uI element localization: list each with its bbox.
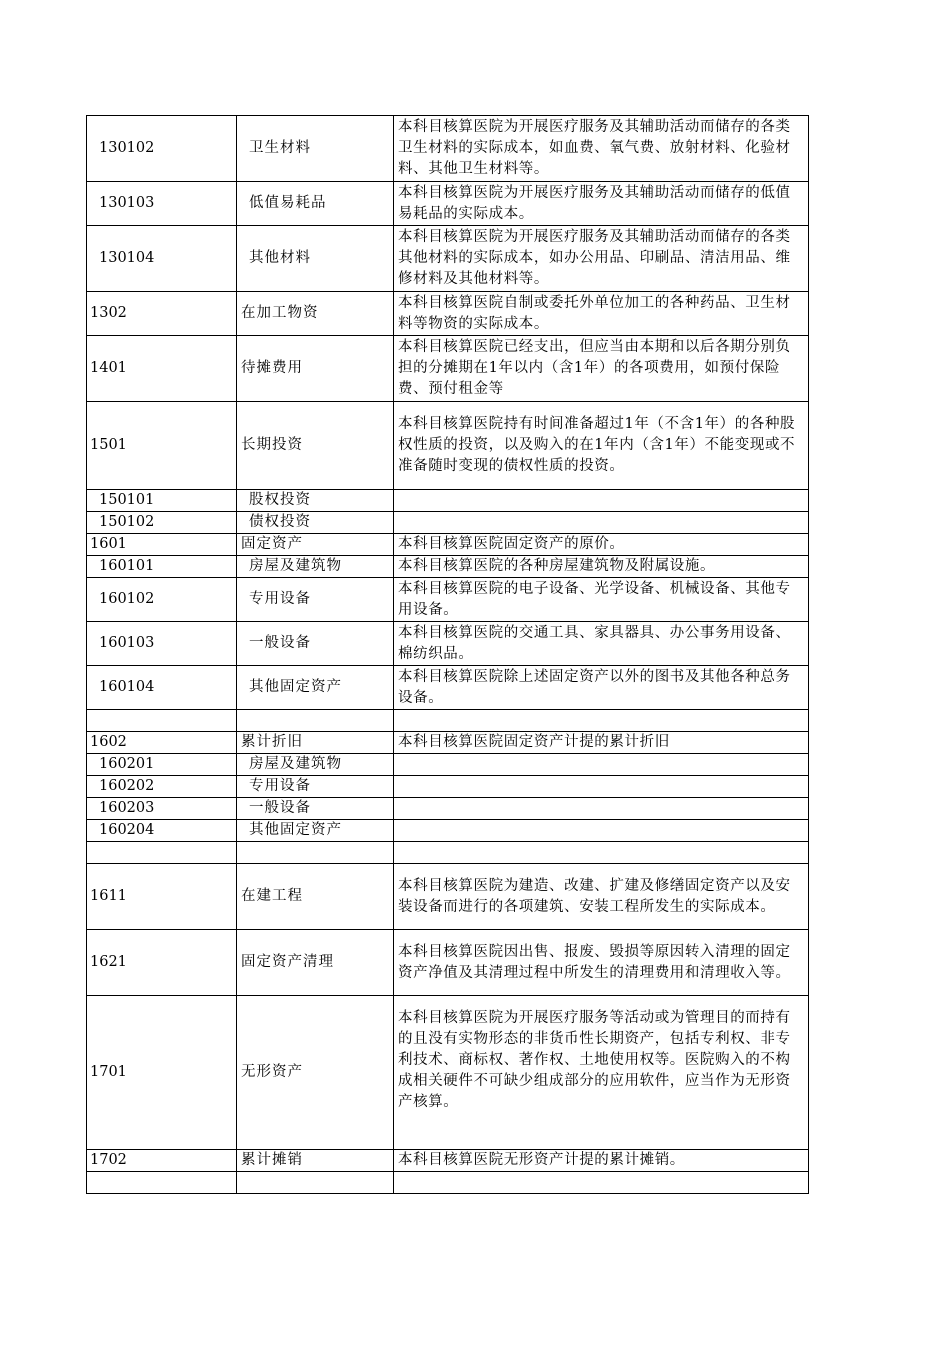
account-code-cell: 1501 (87, 402, 237, 490)
table-row (87, 226, 809, 292)
account-description-cell: 本科目核算医院的电子设备、光学设备、机械设备、其他专用设备。 (394, 578, 809, 622)
account-description-cell: 本科目核算医院无形资产计提的累计摊销。 (394, 1150, 809, 1172)
account-code-cell: 160104 (87, 666, 237, 710)
account-description-cell (394, 842, 809, 864)
table-row (87, 336, 809, 402)
account-name-cell: 低值易耗品 (237, 182, 394, 226)
table-row (87, 622, 809, 666)
account-code-cell (87, 710, 237, 732)
account-name-cell: 债权投资 (237, 512, 394, 534)
account-code-cell: 160203 (87, 798, 237, 820)
account-code-cell: 160103 (87, 622, 237, 666)
table-row (87, 864, 809, 930)
table-row (87, 930, 809, 996)
account-name-cell: 房屋及建筑物 (237, 556, 394, 578)
account-code-cell: 160201 (87, 754, 237, 776)
account-name-cell: 其他材料 (237, 226, 394, 292)
account-description-cell (394, 776, 809, 798)
account-name-cell: 固定资产 (237, 534, 394, 556)
account-description-cell (394, 490, 809, 512)
account-name-cell: 房屋及建筑物 (237, 754, 394, 776)
account-code-cell: 1601 (87, 534, 237, 556)
account-description-cell (394, 754, 809, 776)
account-description-cell (394, 1172, 809, 1194)
account-name-cell: 无形资产 (237, 996, 394, 1150)
account-name-cell (237, 1172, 394, 1194)
account-description-cell (394, 820, 809, 842)
account-name-cell (237, 710, 394, 732)
account-table-body (87, 116, 809, 1194)
account-name-cell: 累计摊销 (237, 1150, 394, 1172)
account-table (86, 115, 809, 1194)
account-name-cell: 专用设备 (237, 578, 394, 622)
account-name-cell: 长期投资 (237, 402, 394, 490)
table-row (87, 292, 809, 336)
table-row (87, 556, 809, 578)
account-description-cell: 本科目核算医院固定资产的原价。 (394, 534, 809, 556)
account-code-cell: 1702 (87, 1150, 237, 1172)
account-description-cell: 本科目核算医院因出售、报废、毁损等原因转入清理的固定资产净值及其清理过程中所发生的清理费用和清理收入等。 (394, 930, 809, 996)
account-description-cell: 本科目核算医院为开展医疗服务及其辅助活动而储存的各类其他材料的实际成本，如办公用品、印刷品、清洁用品、维修材料及其他材料等。 (394, 226, 809, 292)
account-code-cell (87, 1172, 237, 1194)
account-name-cell: 固定资产清理 (237, 930, 394, 996)
account-code-cell: 1701 (87, 996, 237, 1150)
account-description-cell: 本科目核算医院自制或委托外单位加工的各种药品、卫生材料等物资的实际成本。 (394, 292, 809, 336)
account-code-cell: 160204 (87, 820, 237, 842)
table-row (87, 1150, 809, 1172)
account-code-cell (87, 842, 237, 864)
account-description-cell: 本科目核算医院的交通工具、家具器具、办公事务用设备、棉纺织品。 (394, 622, 809, 666)
account-code-cell: 160202 (87, 776, 237, 798)
account-code-cell: 150102 (87, 512, 237, 534)
account-description-cell: 本科目核算医院为开展医疗服务及其辅助活动而储存的各类卫生材料的实际成本，如血费、氧气费、放射材料、化验材料、其他卫生材料等。 (394, 116, 809, 182)
account-code-cell: 130103 (87, 182, 237, 226)
account-description-cell: 本科目核算医院固定资产计提的累计折旧 (394, 732, 809, 754)
account-code-cell: 130104 (87, 226, 237, 292)
account-code-cell: 160102 (87, 578, 237, 622)
table-row (87, 820, 809, 842)
account-code-cell: 1602 (87, 732, 237, 754)
account-name-cell: 在加工物资 (237, 292, 394, 336)
table-row (87, 776, 809, 798)
account-code-cell: 160101 (87, 556, 237, 578)
table-row (87, 666, 809, 710)
account-name-cell (237, 842, 394, 864)
table-row (87, 402, 809, 490)
table-row (87, 798, 809, 820)
account-description-cell: 本科目核算医院已经支出，但应当由本期和以后各期分别负担的分摊期在1年以内（含1年）的各项费用，如预付保险费、预付租金等 (394, 336, 809, 402)
table-row (87, 578, 809, 622)
account-description-cell: 本科目核算医院为开展医疗服务及其辅助活动而储存的低值易耗品的实际成本。 (394, 182, 809, 226)
table-row (87, 182, 809, 226)
account-name-cell: 其他固定资产 (237, 666, 394, 710)
account-code-cell: 150101 (87, 490, 237, 512)
account-description-cell: 本科目核算医院为建造、改建、扩建及修缮固定资产以及安装设备而进行的各项建筑、安装工程所发生的实际成本。 (394, 864, 809, 930)
account-code-cell: 1621 (87, 930, 237, 996)
table-row (87, 710, 809, 732)
account-description-cell: 本科目核算医院除上述固定资产以外的图书及其他各种总务设备。 (394, 666, 809, 710)
account-code-cell: 130102 (87, 116, 237, 182)
account-code-cell: 1611 (87, 864, 237, 930)
account-name-cell: 股权投资 (237, 490, 394, 512)
account-name-cell: 一般设备 (237, 798, 394, 820)
table-row (87, 754, 809, 776)
account-name-cell: 累计折旧 (237, 732, 394, 754)
account-description-cell (394, 512, 809, 534)
account-name-cell: 其他固定资产 (237, 820, 394, 842)
account-description-cell: 本科目核算医院为开展医疗服务等活动或为管理目的而持有的且没有实物形态的非货币性长期资产，包括专利权、非专利技术、商标权、著作权、土地使用权等。医院购入的不构成相关硬件不可缺少组成部分的应用软件，应当作为无形资产核算。 (394, 996, 809, 1150)
account-description-cell: 本科目核算医院持有时间准备超过1年（不含1年）的各种股权性质的投资，以及购入的在1年内（含1年）不能变现或不准备随时变现的债权性质的投资。 (394, 402, 809, 490)
table-row (87, 534, 809, 556)
account-name-cell: 在建工程 (237, 864, 394, 930)
table-row (87, 490, 809, 512)
table-row (87, 996, 809, 1150)
table-row (87, 842, 809, 864)
table-row (87, 512, 809, 534)
account-description-cell (394, 710, 809, 732)
account-description-cell (394, 798, 809, 820)
table-row (87, 732, 809, 754)
table-row (87, 1172, 809, 1194)
account-name-cell: 卫生材料 (237, 116, 394, 182)
account-name-cell: 专用设备 (237, 776, 394, 798)
account-code-cell: 1401 (87, 336, 237, 402)
account-name-cell: 一般设备 (237, 622, 394, 666)
account-name-cell: 待摊费用 (237, 336, 394, 402)
table-row (87, 116, 809, 182)
account-description-cell: 本科目核算医院的各种房屋建筑物及附属设施。 (394, 556, 809, 578)
account-code-cell: 1302 (87, 292, 237, 336)
